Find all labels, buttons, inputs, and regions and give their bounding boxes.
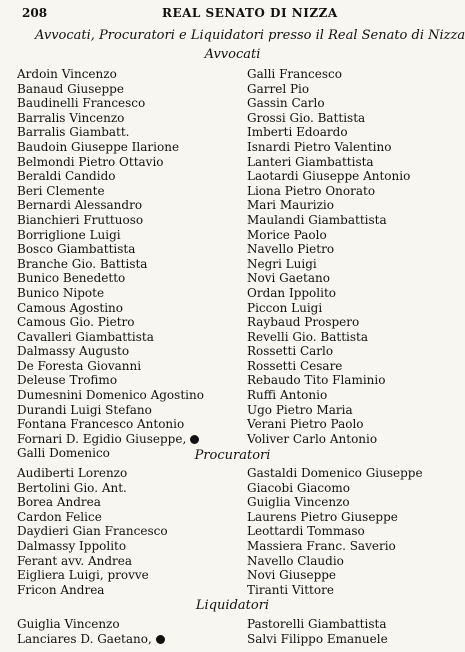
name-entry <box>17 554 168 569</box>
name-text: Durandi Luigi Stefano <box>17 402 152 417</box>
page-subtitle: Avvocati, Procuratori e Liquidatori presso il Real Senato di Nizza <box>35 28 465 43</box>
name-entry <box>17 481 168 496</box>
name-text: Novi Giuseppe <box>247 568 337 583</box>
name-entry <box>17 228 204 243</box>
name-text: Borea Andrea <box>17 495 101 510</box>
name-entry <box>247 315 410 330</box>
name-text: Galli Domenico <box>17 446 110 461</box>
name-entry <box>247 539 423 554</box>
name-text: Lanciares D. Gaetano, <box>17 631 152 646</box>
name-entry <box>247 359 410 374</box>
name-text: Massiera Franc. Saverio <box>247 538 396 553</box>
bullet-mark-icon <box>190 435 199 444</box>
name-entry <box>247 568 423 583</box>
name-text: Navello Pietro <box>247 242 335 257</box>
name-entry <box>17 359 204 374</box>
avvocati-right-column <box>247 67 410 446</box>
name-entry <box>17 169 204 184</box>
name-entry <box>247 510 423 525</box>
name-text: Audiberti Lorenzo <box>17 466 128 480</box>
name-text: Deleuse Trofimo <box>17 373 118 388</box>
name-text: Bianchieri Fruttuoso <box>17 212 144 227</box>
section-title-liquidatori: Liquidatori <box>195 598 270 613</box>
name-entry <box>247 417 410 432</box>
name-text: Borriglione Luigi <box>17 227 121 242</box>
name-text: Morice Paolo <box>247 227 327 242</box>
name-text: Navello Claudio <box>247 553 344 568</box>
name-entry <box>17 140 204 155</box>
name-text: Gassin Carlo <box>247 96 325 111</box>
name-text: Grossi Gio. Battista <box>247 110 366 125</box>
name-entry <box>247 554 423 569</box>
name-entry <box>17 495 168 510</box>
name-text: Barralis Giambatt. <box>17 125 130 140</box>
name-text: Camous Agostino <box>17 300 123 315</box>
name-text: Ferant avv. Andrea <box>17 553 133 568</box>
running-head <box>22 6 453 22</box>
name-text: Laotardi Giuseppe Antonio <box>247 169 411 184</box>
name-entry <box>17 155 204 170</box>
name-text: Bunico Nipote <box>17 285 105 300</box>
name-entry <box>247 481 423 496</box>
name-entry <box>17 568 168 583</box>
name-text: Novi Gaetano <box>247 271 330 286</box>
name-text: Raybaud Prospero <box>247 315 360 330</box>
name-entry <box>17 539 168 554</box>
name-entry <box>17 301 204 316</box>
name-text: Bernardi Alessandro <box>17 198 143 213</box>
name-entry <box>247 213 410 228</box>
name-entry <box>247 330 410 345</box>
name-text: Fricon Andrea <box>17 582 105 597</box>
name-entry <box>247 617 388 632</box>
name-text: Laurens Pietro Giuseppe <box>247 509 398 524</box>
name-entry <box>247 524 423 539</box>
name-entry <box>247 198 410 213</box>
name-entry <box>17 257 204 272</box>
liquidatori-right-column <box>247 617 388 646</box>
name-entry <box>247 82 410 97</box>
name-entry <box>17 271 204 286</box>
name-entry <box>17 510 168 525</box>
name-text: Imberti Edoardo <box>247 125 348 140</box>
name-text: Isnardi Pietro Valentino <box>247 139 392 154</box>
name-text: Rossetti Carlo <box>247 344 334 359</box>
name-text: Baudinelli Francesco <box>17 96 146 111</box>
name-entry <box>17 330 204 345</box>
name-entry <box>247 125 410 140</box>
name-entry <box>17 315 204 330</box>
name-entry <box>17 198 204 213</box>
name-entry <box>247 169 410 184</box>
name-text: Bunico Benedetto <box>17 271 126 286</box>
name-entry <box>247 242 410 257</box>
name-text: Voliver Carlo Antonio <box>247 431 378 446</box>
name-entry <box>17 466 168 481</box>
name-text: Liona Pietro Onorato <box>247 183 376 198</box>
name-text: Fontana Francesco Antonio <box>17 417 185 432</box>
procuratori-right-column <box>247 466 423 597</box>
name-text: Maulandi Giambattista <box>247 212 387 227</box>
name-text: Barralis Vincenzo <box>17 110 125 125</box>
name-entry <box>247 466 423 481</box>
name-text: Baudoin Giuseppe Ilarione <box>17 139 180 154</box>
name-entry <box>17 242 204 257</box>
name-text: Camous Gio. Pietro <box>17 315 135 330</box>
name-entry <box>247 344 410 359</box>
name-entry <box>247 271 410 286</box>
name-entry <box>247 96 410 111</box>
name-entry <box>17 388 204 403</box>
name-entry <box>247 286 410 301</box>
name-text: Pastorelli Giambattista <box>247 617 387 631</box>
name-entry <box>247 403 410 418</box>
running-title: REAL SENATO DI NIZZA <box>162 6 338 20</box>
name-entry <box>17 67 204 82</box>
name-text: Beraldi Candido <box>17 169 116 184</box>
name-text: Guiglia Vincenzo <box>17 617 120 631</box>
name-text: Ugo Pietro Maria <box>247 402 353 417</box>
name-text: Dalmassy Augusto <box>17 344 130 359</box>
name-text: Revelli Gio. Battista <box>247 329 369 344</box>
name-entry <box>247 140 410 155</box>
name-entry <box>247 388 410 403</box>
name-text: Guiglia Vincenzo <box>247 495 350 510</box>
name-entry <box>247 184 410 199</box>
liquidatori-left-column <box>17 617 165 646</box>
name-text: Mari Maurizio <box>247 198 334 213</box>
name-entry <box>17 417 204 432</box>
name-text: Giacobi Giacomo <box>247 480 350 495</box>
section-title-avvocati: Avvocati <box>204 47 261 62</box>
name-text: Cardon Felice <box>17 509 102 524</box>
name-text: Belmondi Pietro Ottavio <box>17 154 164 169</box>
name-text: Ardoin Vincenzo <box>17 67 117 81</box>
name-entry <box>17 125 204 140</box>
name-text: Rossetti Cesare <box>247 358 343 373</box>
name-entry <box>17 632 165 647</box>
name-text: Ruffi Antonio <box>247 388 328 403</box>
name-text: Piccon Luigi <box>247 300 323 315</box>
name-entry <box>247 432 410 447</box>
name-entry <box>17 344 204 359</box>
name-text: Salvi Filippo Emanuele <box>247 631 388 646</box>
name-text: Cavalleri Giambattista <box>17 329 154 344</box>
bullet-mark-icon <box>156 635 165 644</box>
name-text: Negri Luigi <box>247 256 317 271</box>
name-entry <box>17 82 204 97</box>
name-entry <box>17 583 168 598</box>
name-entry <box>247 495 423 510</box>
name-text: Bertolini Gio. Ant. <box>17 480 127 495</box>
name-entry <box>17 286 204 301</box>
name-text: Leottardi Tommaso <box>247 524 365 539</box>
name-entry <box>247 257 410 272</box>
avvocati-left-column <box>17 67 204 461</box>
name-entry <box>247 67 410 82</box>
name-entry <box>17 96 204 111</box>
name-text: Eigliera Luigi, provve <box>17 568 149 583</box>
name-entry <box>247 301 410 316</box>
section-title-procuratori: Procuratori <box>194 448 271 463</box>
name-entry <box>17 184 204 199</box>
page-number: 208 <box>22 6 48 20</box>
name-text: Tiranti Vittore <box>247 582 334 597</box>
procuratori-left-column <box>17 466 168 597</box>
name-text: De Foresta Giovanni <box>17 358 142 373</box>
name-text: Gastaldi Domenico Giuseppe <box>247 466 423 480</box>
name-text: Rebaudo Tito Flaminio <box>247 373 386 388</box>
name-entry <box>247 155 410 170</box>
name-entry <box>17 432 204 447</box>
name-text: Dalmassy Ippolito <box>17 538 127 553</box>
name-entry <box>247 373 410 388</box>
name-text: Branche Gio. Battista <box>17 256 148 271</box>
name-text: Daydieri Gian Francesco <box>17 524 168 539</box>
name-text: Lanteri Giambattista <box>247 154 374 169</box>
name-text: Galli Francesco <box>247 67 342 81</box>
name-entry <box>247 583 423 598</box>
name-entry <box>17 111 204 126</box>
name-entry <box>247 111 410 126</box>
name-entry <box>17 617 165 632</box>
name-text: Garrel Pio <box>247 81 310 96</box>
name-entry <box>17 373 204 388</box>
name-text: Dumesnini Domenico Agostino <box>17 388 204 403</box>
name-text: Fornari D. Egidio Giuseppe, <box>17 431 187 446</box>
name-text: Verani Pietro Paolo <box>247 417 364 432</box>
name-text: Banaud Giuseppe <box>17 81 124 96</box>
name-text: Beri Clemente <box>17 183 105 198</box>
name-entry <box>247 228 410 243</box>
name-text: Bosco Giambattista <box>17 242 136 257</box>
name-entry <box>17 524 168 539</box>
name-text: Ordan Ippolito <box>247 285 337 300</box>
name-entry <box>17 213 204 228</box>
name-entry <box>247 632 388 647</box>
name-entry <box>17 403 204 418</box>
